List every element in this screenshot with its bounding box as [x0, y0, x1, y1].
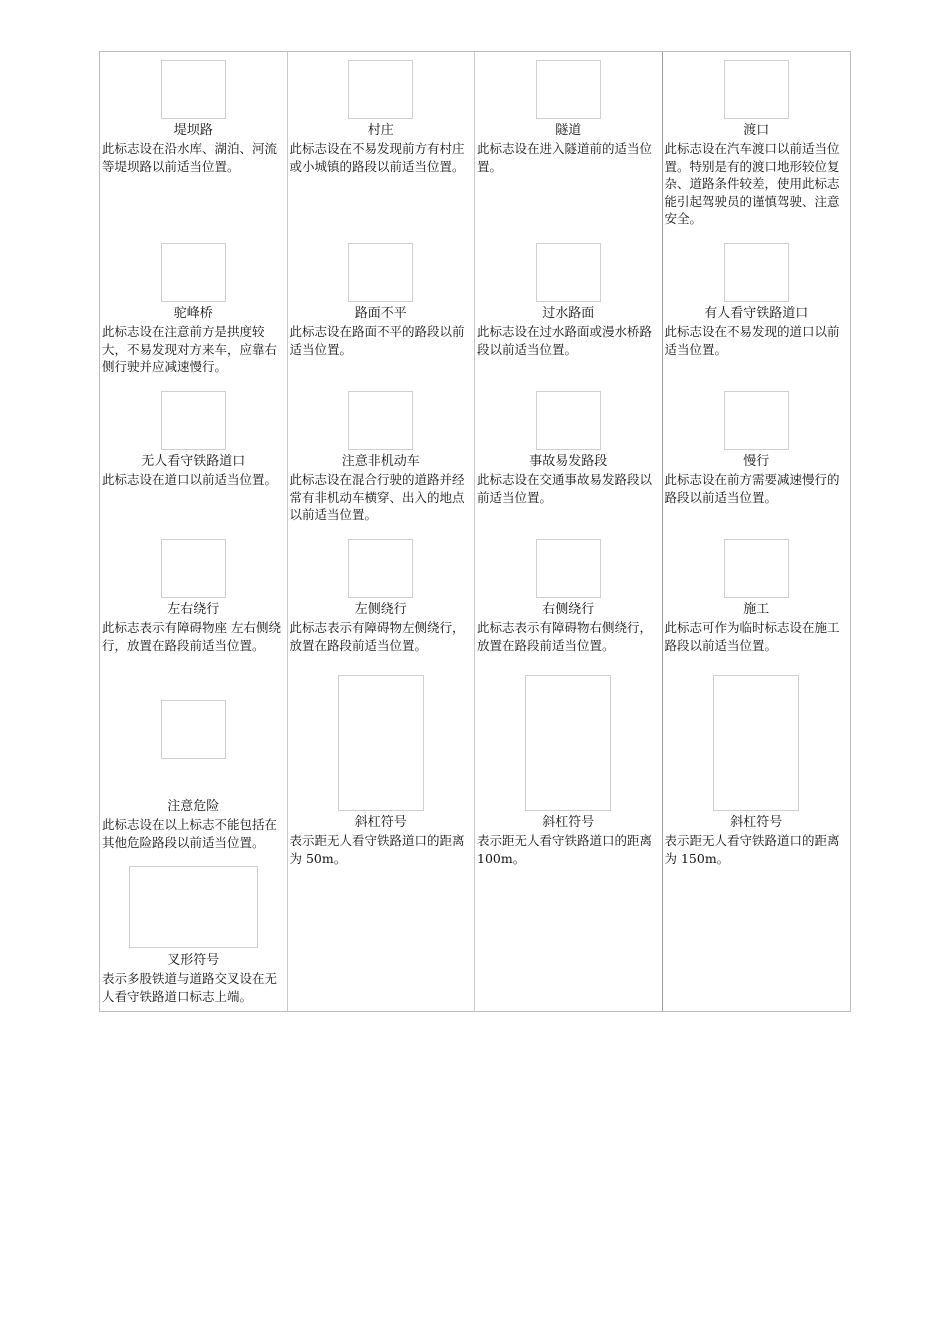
sign-image	[525, 675, 611, 811]
sign-description: 此标志表示有障碍物左侧绕行，放置在路段前适当位置。	[289, 620, 465, 653]
sign-description: 此标志表示有障碍物右侧绕行，放置在路段前适当位置。	[477, 620, 653, 653]
sign-description: 表示多股铁道与道路交叉设在无人看守铁路道口标志上端。	[102, 971, 278, 1004]
sign-description: 此标志设在过水路面或漫水桥路段以前适当位置。	[477, 324, 653, 357]
sign-cell	[288, 661, 476, 866]
sign-cell	[100, 52, 288, 236]
table-row	[100, 52, 850, 236]
sign-cell	[663, 661, 851, 866]
sign-image	[161, 60, 226, 119]
sign-image	[338, 675, 424, 811]
warning-signs-table	[99, 51, 851, 1012]
sign-image	[129, 866, 258, 948]
sign-title: 斜杠符号	[354, 815, 407, 830]
sign-title: 隧道	[555, 123, 582, 138]
sign-image	[724, 391, 789, 450]
sign-image	[536, 60, 601, 119]
sign-title: 斜杠符号	[730, 815, 783, 830]
sign-cell	[100, 532, 288, 661]
sign-title: 事故易发路段	[529, 454, 608, 469]
empty-cell	[475, 863, 663, 1011]
table-row	[100, 661, 850, 866]
empty-cell	[288, 863, 476, 1011]
table-row	[100, 236, 850, 384]
sign-description: 此标志设在路面不平的路段以前适当位置。	[289, 324, 465, 357]
sign-description: 此标志设在道口以前适当位置。	[102, 472, 278, 487]
sign-description: 此标志设在进入隧道前的适当位置。	[477, 141, 653, 174]
sign-image	[348, 243, 413, 302]
sign-title: 斜杠符号	[542, 815, 595, 830]
sign-title: 左侧绕行	[354, 602, 407, 617]
empty-cell	[663, 863, 851, 1011]
sign-title: 注意非机动车	[341, 454, 420, 469]
sign-image	[536, 391, 601, 450]
sign-description: 此标志设在以上标志不能包括在其他危险路段以前适当位置。	[102, 817, 278, 850]
sign-cell	[475, 236, 663, 384]
sign-cell	[475, 661, 663, 866]
sign-image	[536, 539, 601, 598]
sign-title: 施工	[743, 602, 770, 617]
table-row	[100, 863, 850, 1011]
sign-title: 有人看守铁路道口	[704, 306, 809, 321]
sign-cell	[100, 236, 288, 384]
sign-image	[161, 539, 226, 598]
sign-image	[348, 60, 413, 119]
sign-description: 此标志设在混合行驶的道路并经常有非机动车横穿、出入的地点以前适当位置。	[289, 472, 465, 522]
sign-image	[724, 539, 789, 598]
sign-description: 此标志设在不易发现的道口以前适当位置。	[664, 324, 840, 357]
table-row	[100, 532, 850, 661]
sign-cell	[288, 52, 476, 236]
sign-description: 此标志设在注意前方是拱度较大，不易发现对方来车，应靠右侧行驶并应减速慢行。	[102, 324, 278, 374]
sign-cell	[100, 863, 288, 1011]
sign-title: 无人看守铁路道口	[141, 454, 246, 469]
sign-description: 此标志可作为临时标志设在施工路段以前适当位置。	[664, 620, 840, 653]
sign-cell	[100, 661, 288, 863]
sign-image	[724, 243, 789, 302]
sign-cell	[663, 384, 851, 532]
sign-description: 此标志表示有障碍物座 左右侧绕行，放置在路段前适当位置。	[102, 620, 281, 653]
sign-description: 表示距无人看守铁路道口的距离为 150m。	[664, 833, 840, 866]
sign-cell	[100, 384, 288, 532]
sign-cell	[475, 52, 663, 236]
sign-image	[161, 391, 226, 450]
sign-image	[724, 60, 789, 119]
sign-cell	[663, 236, 851, 384]
sign-image	[713, 675, 799, 811]
sign-title: 右侧绕行	[542, 602, 595, 617]
sign-cell	[475, 532, 663, 661]
sign-cell	[663, 532, 851, 661]
sign-image	[348, 539, 413, 598]
sign-title: 左右绕行	[167, 602, 220, 617]
sign-cell	[288, 384, 476, 532]
sign-description: 此标志设在前方需要减速慢行的路段以前适当位置。	[664, 472, 840, 505]
sign-description: 此标志设在不易发现前方有村庄或小城镇的路段以前适当位置。	[289, 141, 465, 174]
sign-title: 过水路面	[542, 306, 595, 321]
sign-title: 渡口	[743, 123, 770, 138]
sign-image	[348, 391, 413, 450]
sign-description: 表示距无人看守铁路道口的距离 100m。	[477, 833, 653, 866]
sign-cell	[475, 384, 663, 532]
sign-title: 路面不平	[354, 306, 407, 321]
sign-description: 表示距无人看守铁路道口的距离为 50m。	[289, 833, 465, 866]
sign-cell	[663, 52, 851, 236]
sign-title: 堤坝路	[173, 123, 213, 138]
sign-title: 村庄	[367, 123, 394, 138]
sign-image	[161, 700, 226, 759]
sign-description: 此标志设在汽车渡口以前适当位置。特别是有的渡口地形较位复杂、道路条件较差，使用此标志能引起驾驶员的谨慎驾驶、注意安全。	[664, 141, 840, 226]
sign-cell	[288, 236, 476, 384]
sign-image	[536, 243, 601, 302]
sign-description: 此标志设在交通事故易发路段以前适当位置。	[477, 472, 653, 505]
table-row	[100, 384, 850, 532]
sign-title: 慢行	[743, 454, 770, 469]
sign-title: 驼峰桥	[173, 306, 213, 321]
sign-description: 此标志设在沿水库、湖泊、河流等堤坝路以前适当位置。	[102, 141, 278, 174]
sign-image	[161, 243, 226, 302]
sign-cell	[288, 532, 476, 661]
sign-title: 叉形符号	[167, 953, 220, 968]
sign-title: 注意危险	[167, 799, 220, 814]
